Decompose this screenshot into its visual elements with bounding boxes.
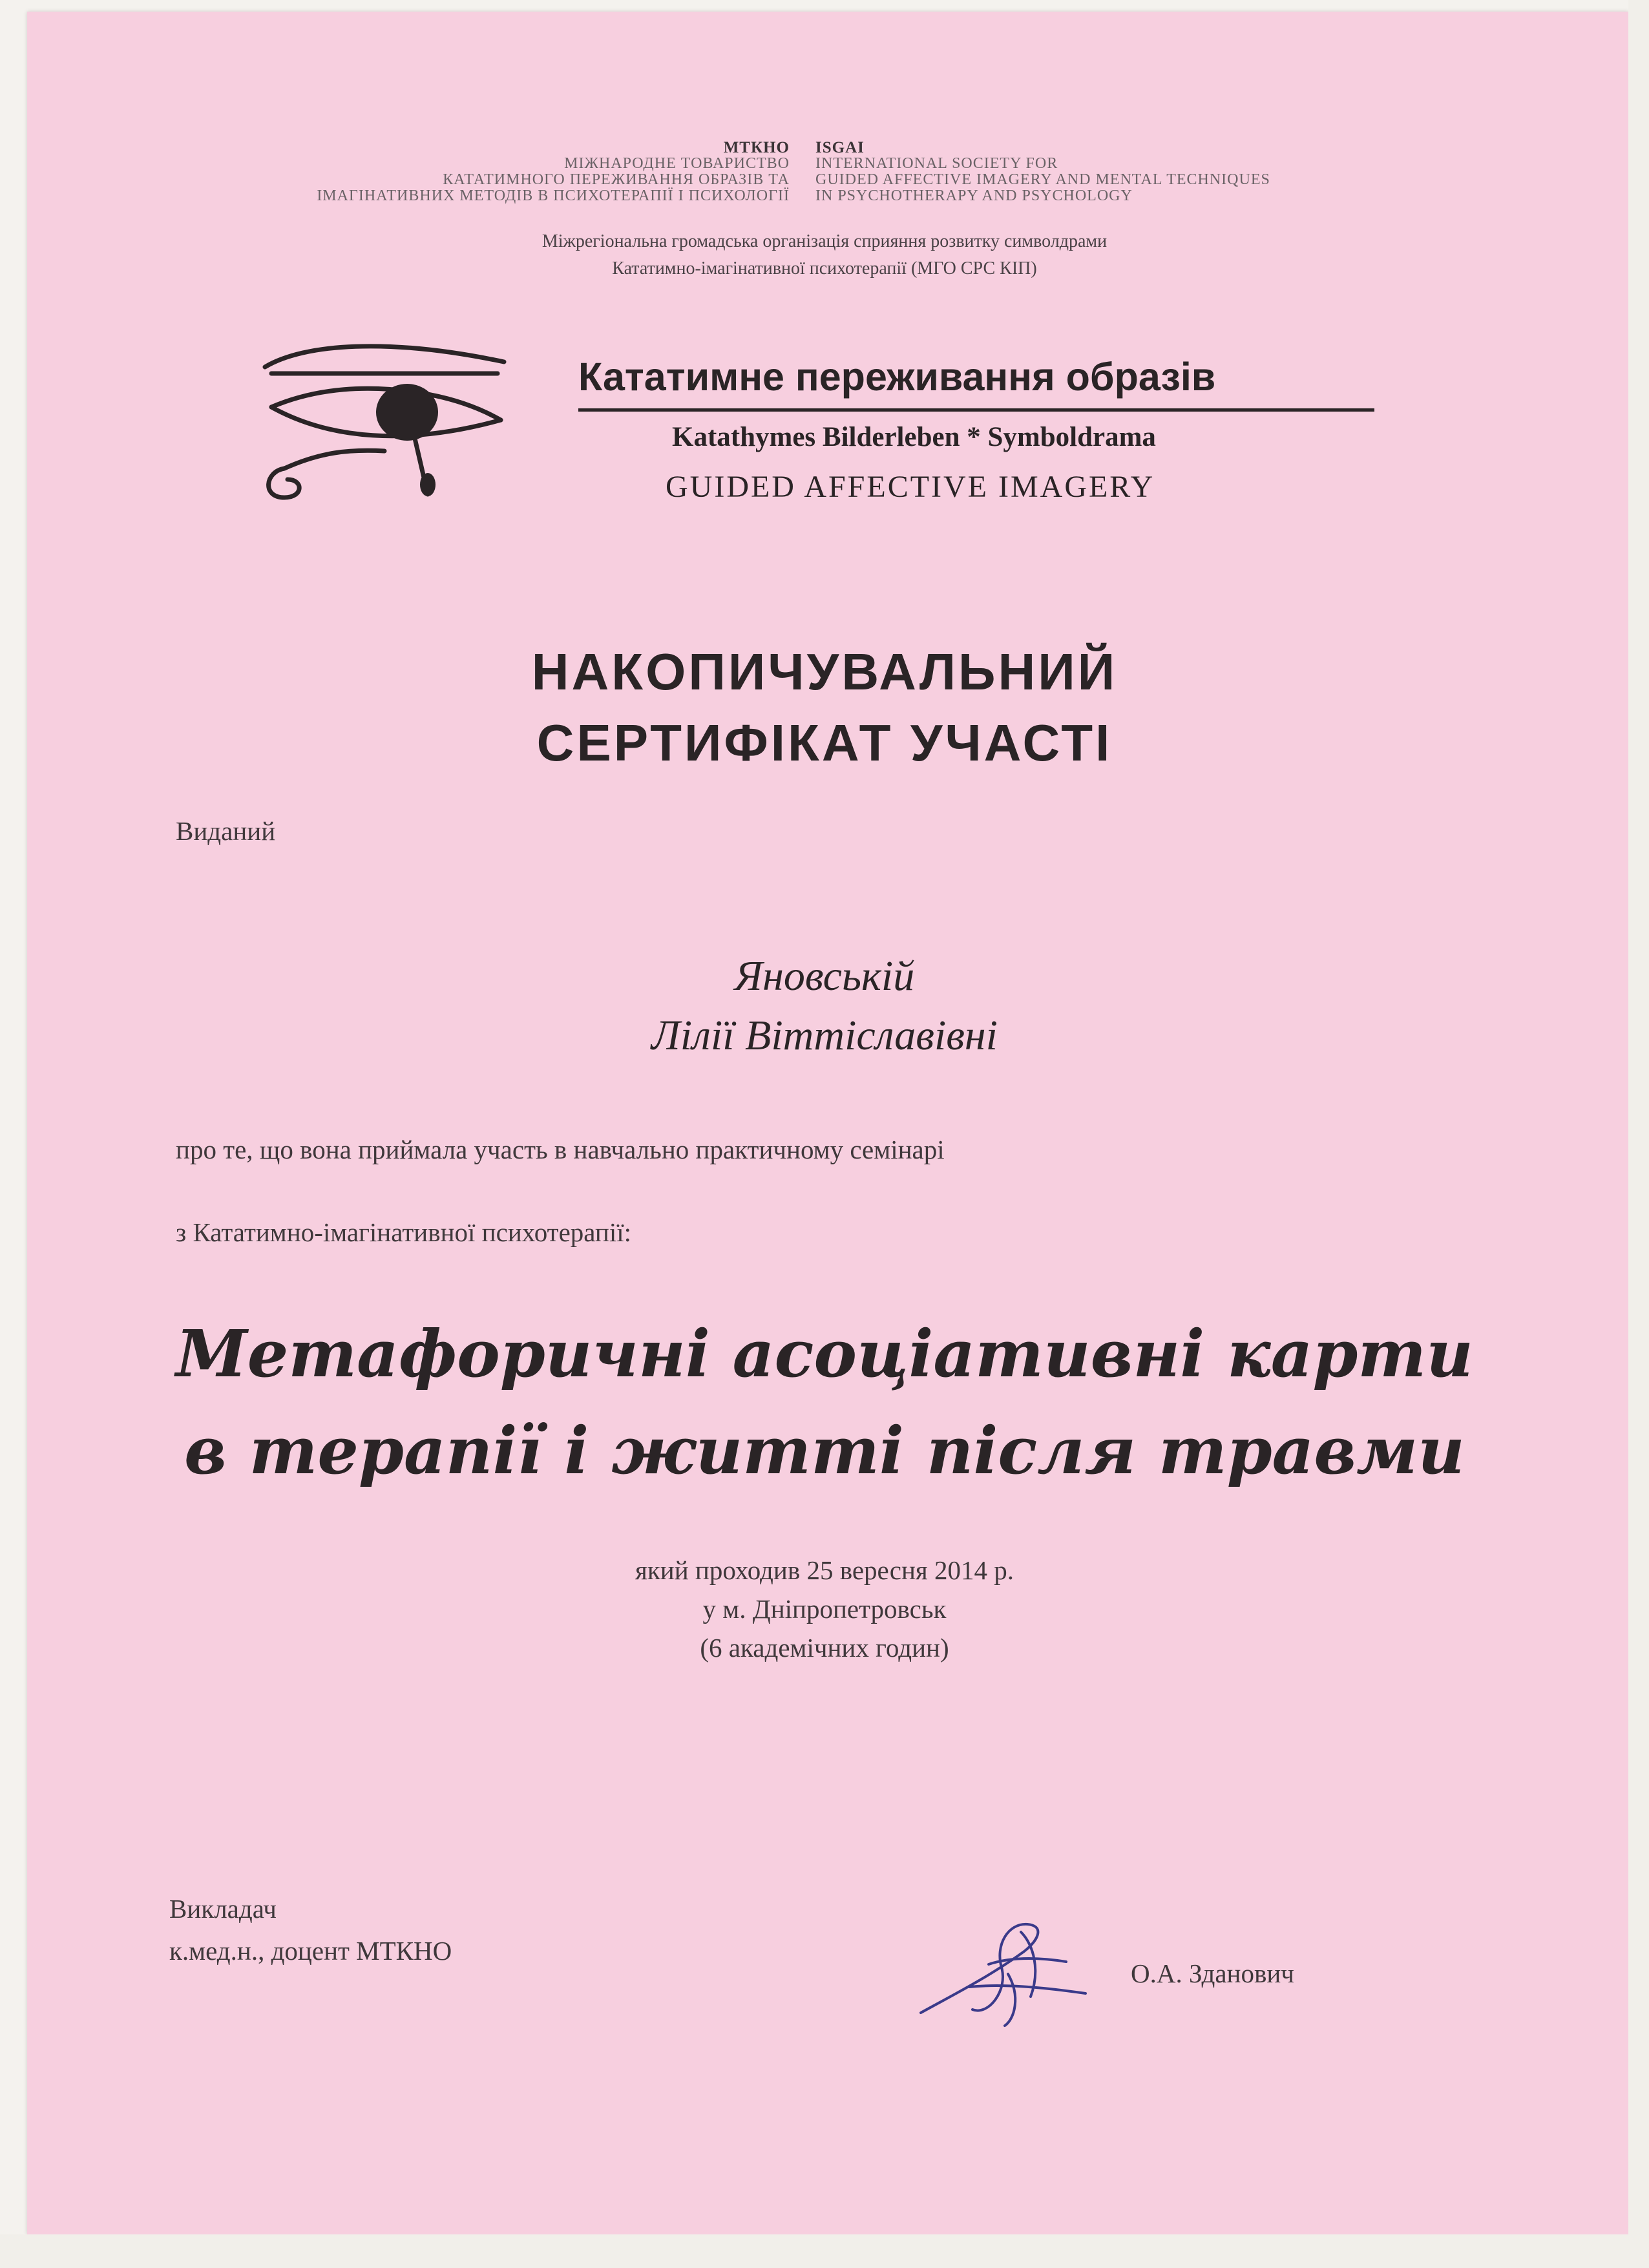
logo-spiral xyxy=(269,468,300,498)
certificate-title-line-1: НАКОПИЧУВАЛЬНИЙ xyxy=(531,643,1118,700)
header-right-line: GUIDED AFFECTIVE IMAGERY AND MENTAL TECHNIQUES xyxy=(815,171,1270,188)
signatory-role: Викладач xyxy=(169,1894,277,1924)
signature-stroke-4 xyxy=(969,1986,1086,1993)
brand-title: Кататимне переживання образів xyxy=(578,355,1216,399)
logo-pupil xyxy=(376,384,438,441)
header-right-line: IN PSYCHOTHERAPY AND PSYCHOLOGY xyxy=(815,187,1133,204)
seminar-title xyxy=(0,1305,1649,1499)
header-org-line-2: Кататимно-імагінативної психотерапії (МГО СРС КІП) xyxy=(612,258,1037,278)
logo-tail-line xyxy=(284,450,384,468)
scan-margin-bottom xyxy=(0,2234,1649,2268)
scan-margin-right xyxy=(1628,0,1649,2268)
seminar-title-line-2: в терапії і житті після травми xyxy=(184,1412,1465,1489)
seminar-details xyxy=(0,1551,1649,1667)
seminar-hours: (6 академічних годин) xyxy=(700,1633,949,1663)
handwritten-signature xyxy=(911,1906,1092,2029)
logo-teardrop xyxy=(420,473,436,496)
header-right-block xyxy=(815,140,1270,204)
signature-stroke-1 xyxy=(921,1924,1038,2013)
issued-label: Виданий xyxy=(176,816,276,846)
seminar-place: у м. Дніпропетровськ xyxy=(702,1594,947,1624)
header-right-abbr: ISGAI xyxy=(815,139,865,156)
signatory-name: О.А. Зданович xyxy=(1131,1958,1294,1988)
header-left-line: КАТАТИМНОГО ПЕРЕЖИВАННЯ ОБРАЗІВ ТА xyxy=(443,171,790,188)
field-text: з Кататимно-імагінативної психотерапії: xyxy=(176,1217,632,1247)
recipient-surname: Яновській xyxy=(734,952,915,1000)
header-left-line: МІЖНАРОДНЕ ТОВАРИСТВО xyxy=(564,155,790,172)
brand-subtitle: Katathymes Bilderleben * Symboldrama xyxy=(672,422,1156,452)
logo-brow-line xyxy=(265,346,504,367)
header-left-line: ІМАГІНАТИВНИХ МЕТОДІВ В ПСИХОТЕРАПІЇ І ПСИХОЛОГІЇ xyxy=(317,187,790,204)
certificate-title xyxy=(0,636,1649,779)
eye-of-horus-logo xyxy=(258,336,510,504)
seminar-title-line-1: Метафоричні асоціативні карти xyxy=(176,1316,1473,1392)
signature-stroke-3 xyxy=(1005,1974,1015,2026)
signatory-credentials: к.мед.н., доцент МТКНО xyxy=(169,1936,452,1966)
header-right-line: INTERNATIONAL SOCIETY FOR xyxy=(815,155,1058,172)
brand-title-underline xyxy=(578,408,1374,412)
recipient-name xyxy=(0,947,1649,1066)
header-left-block xyxy=(317,140,790,204)
brand-english-title: GUIDED AFFECTIVE IMAGERY xyxy=(666,470,1155,504)
seminar-date: який проходив 25 вересня 2014 р. xyxy=(635,1555,1014,1585)
recipient-given-names: Лілії Віттіславівні xyxy=(651,1012,998,1059)
certificate-title-line-2: СЕРТИФІКАТ УЧАСТІ xyxy=(536,714,1113,772)
header-org-line-1: Міжрегіональна громадська організація сприяння розвитку символдрами xyxy=(541,231,1108,251)
participation-text: про те, що вона приймала участь в навчально практичному семінарі xyxy=(176,1135,945,1164)
header-left-abbr: МТКНО xyxy=(723,139,790,156)
